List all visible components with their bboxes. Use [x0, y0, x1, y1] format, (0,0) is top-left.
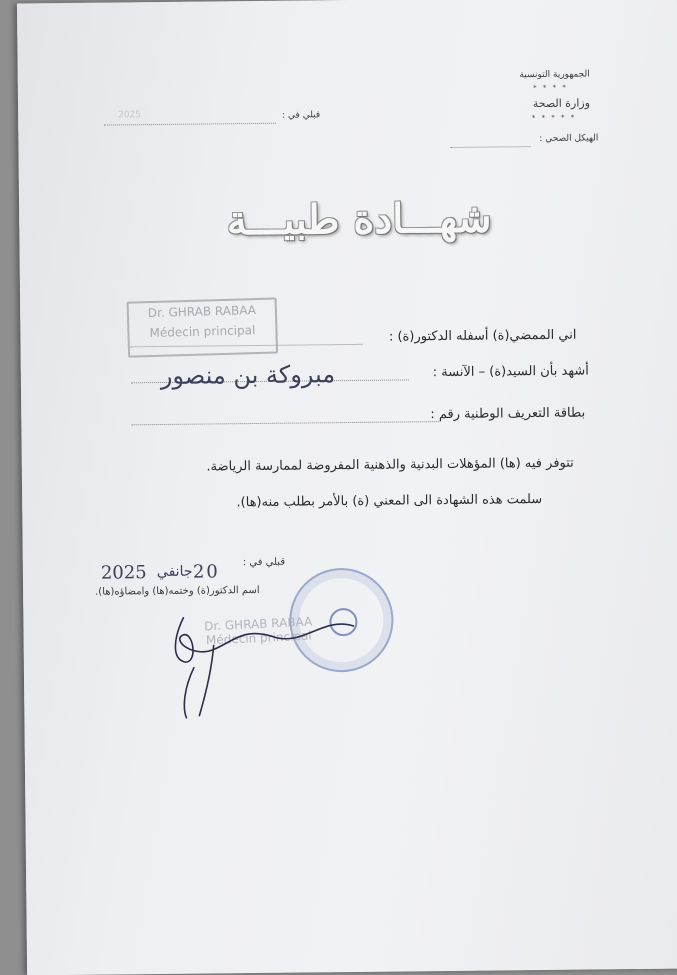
- doctor-stamp-top: [127, 297, 279, 357]
- certificate-sheet: [17, 0, 677, 975]
- patient-name-handwritten: مبروكة بن منصور: [160, 360, 336, 390]
- stamp-doctor-name: Dr. GHRAB RABAA: [147, 303, 257, 321]
- stamp-bottom-name: Dr. GHRAB RABAA: [203, 614, 313, 634]
- place-date-label: قبلي في :: [282, 110, 321, 121]
- body-line-patient: أشهد بأن السيد(ة) – الآنسة :: [432, 363, 589, 381]
- footer-date-month: جانفي: [156, 563, 193, 581]
- facility-dotted-line: [450, 146, 530, 148]
- page-title: شهـــادة طبيـــة: [226, 194, 492, 245]
- place-date-dotted-line: [104, 123, 276, 126]
- stamp-doctor-title: Médecin principal: [149, 323, 256, 341]
- signature-caption: اسم الدكتور(ة) وختمه(ها) وامضاؤه(ها).: [95, 584, 260, 598]
- country-name: الجمهورية التونسية: [519, 69, 590, 81]
- doctor-signature: [153, 596, 374, 728]
- footer-date-label: قبلي في :: [242, 556, 286, 569]
- footer-date-day: 20: [192, 561, 220, 583]
- ministry-stars: * * * * *: [531, 113, 577, 123]
- ministry-name: وزارة الصحة: [532, 96, 591, 111]
- facility-label: الهيكل الصحي :: [539, 133, 599, 145]
- id-dotted-line: [131, 421, 439, 425]
- place-date-faded-year: 2025: [118, 110, 142, 121]
- stamp-bottom-title: Médecin principal: [205, 628, 312, 648]
- footer-date-year: 2025: [100, 562, 147, 584]
- body-line-id: بطاقة التعريف الوطنية رقم :: [430, 405, 586, 423]
- body-line-issued: سلمت هذه الشهادة الى المعني (ة) بالأمر بطلب منه(ها).: [236, 492, 543, 511]
- header-stars: * * * *: [533, 83, 568, 93]
- body-line-doctor: اني الممضي(ة) أسفله الدكتور(ة) :: [388, 327, 577, 345]
- body-line-fitness: تتوفر فيه (ها) المؤهلات البدنية والذهنية المفروضة لممارسة الرياضة.: [206, 455, 574, 475]
